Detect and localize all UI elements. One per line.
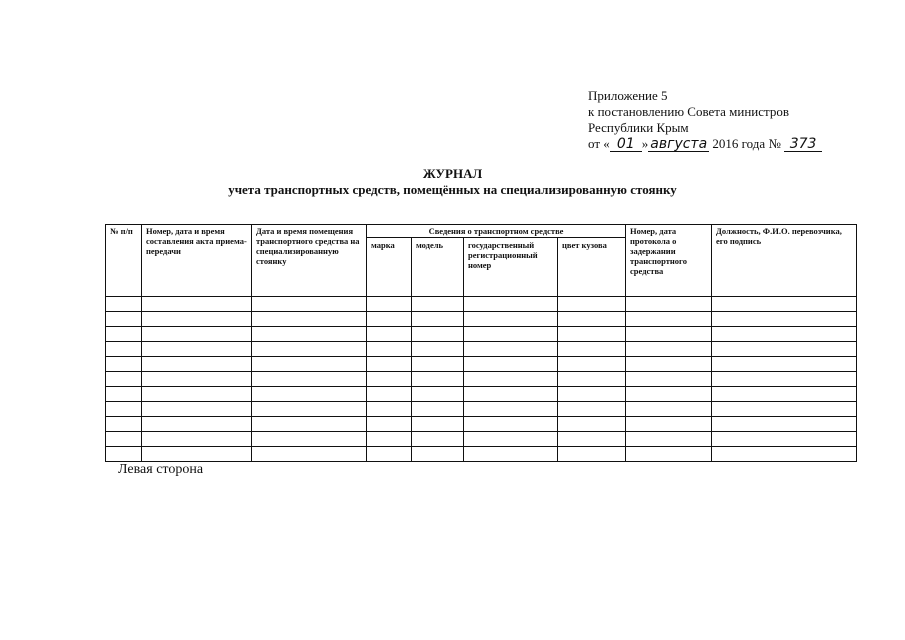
appendix-title: Приложение 5 [588,88,668,103]
table-cell [106,417,142,432]
table-cell [626,327,712,342]
table-row [106,327,857,342]
table-cell [367,312,412,327]
table-cell [106,357,142,372]
table-cell [558,387,626,402]
page-subtitle: учета транспортных средств, помещённых на специализированную стоянку [228,182,677,197]
table-cell [712,357,857,372]
table-cell [106,402,142,417]
table-cell [558,342,626,357]
table-cell [712,312,857,327]
table-cell [412,447,464,462]
table-cell [412,417,464,432]
table-cell [412,312,464,327]
table-cell [142,372,252,387]
table-cell [558,372,626,387]
table-cell [106,327,142,342]
header-carrier: Должность, Ф.И.О. перевозчика, его подпись [712,225,857,297]
table-cell [712,447,857,462]
table-cell [464,357,558,372]
table-cell [558,432,626,447]
header-color: цвет кузова [558,238,626,297]
table-cell [412,357,464,372]
table-cell [558,402,626,417]
table-cell [626,387,712,402]
table-cell [712,342,857,357]
table-cell [626,357,712,372]
table-cell [142,387,252,402]
table-cell [142,327,252,342]
table-row [106,402,857,417]
table-cell [626,447,712,462]
table-cell [367,327,412,342]
table-row [106,432,857,447]
table-cell [558,417,626,432]
table-cell [464,417,558,432]
handwritten-month: августа [650,136,708,152]
table-cell [558,357,626,372]
table-cell [142,342,252,357]
table-cell [252,342,367,357]
table-cell [252,372,367,387]
table-cell [464,402,558,417]
header-placed: Дата и время помещения транспортного средства на специализированную стоянку [252,225,367,297]
date-mid: » [641,136,649,151]
header-protocol: Номер, дата протокола о задержании транспортного средства [626,225,712,297]
journal-body [106,297,857,462]
table-cell [367,342,412,357]
table-row [106,387,857,402]
table-cell [367,402,412,417]
table-cell [142,432,252,447]
page-title: ЖУРНАЛ [422,166,483,181]
date-prefix: от « [588,136,610,151]
table-cell [558,327,626,342]
left-side-note: Левая сторона [118,462,204,477]
table-cell [367,432,412,447]
table-cell [558,312,626,327]
table-cell [252,327,367,342]
table-cell [142,297,252,312]
journal-table [105,224,857,462]
table-cell [106,372,142,387]
table-cell [252,387,367,402]
table-cell [712,402,857,417]
table-row [106,417,857,432]
table-cell [252,312,367,327]
table-row [106,312,857,327]
table-row [106,447,857,462]
table-cell [142,312,252,327]
table-cell [367,447,412,462]
header-num: № п/п [106,225,142,297]
appendix-resolution: к постановлению Совета министров [588,104,789,119]
handwritten-day: 01 [610,138,642,152]
table-cell [412,402,464,417]
table-cell [712,387,857,402]
header-vehicle-group: Сведения о транспортном средстве [367,225,626,238]
appendix-republic: Республики Крым [588,120,689,135]
table-cell [626,342,712,357]
table-cell [412,387,464,402]
header-model: модель [412,238,464,297]
appendix-date-line [588,136,822,152]
table-cell [412,432,464,447]
table-cell [712,432,857,447]
table-row [106,342,857,357]
table-cell [412,297,464,312]
handwritten-number: 373 [784,138,822,152]
table-cell [252,447,367,462]
table-cell [626,417,712,432]
table-cell [626,432,712,447]
table-cell [106,342,142,357]
table-cell [367,297,412,312]
table-cell [106,432,142,447]
table-cell [712,327,857,342]
table-cell [464,312,558,327]
table-cell [626,402,712,417]
table-cell [252,432,367,447]
appendix-block [588,88,822,152]
table-cell [367,357,412,372]
table-cell [106,387,142,402]
table-cell [464,327,558,342]
table-cell [558,297,626,312]
table-cell [142,417,252,432]
table-cell [464,342,558,357]
table-cell [252,402,367,417]
table-cell [412,327,464,342]
table-cell [712,417,857,432]
table-cell [412,372,464,387]
table-cell [712,297,857,312]
table-cell [106,312,142,327]
table-cell [367,417,412,432]
table-cell [626,297,712,312]
table-cell [464,447,558,462]
table-cell [464,372,558,387]
table-cell [252,297,367,312]
table-cell [464,297,558,312]
table-cell [106,447,142,462]
table-row [106,357,857,372]
date-year-text: 2016 года № [712,136,781,151]
header-act: Номер, дата и время составления акта приема-передачи [142,225,252,297]
table-cell [464,387,558,402]
header-brand: марка [367,238,412,297]
table-cell [367,372,412,387]
table-cell [106,297,142,312]
table-row [106,372,857,387]
table-cell [412,342,464,357]
table-cell [626,372,712,387]
table-cell [252,417,367,432]
table-cell [558,447,626,462]
table-cell [464,432,558,447]
table-cell [142,447,252,462]
table-cell [142,357,252,372]
table-cell [367,387,412,402]
table-cell [626,312,712,327]
table-row [106,297,857,312]
table-cell [712,372,857,387]
table-cell [142,402,252,417]
table-cell [252,357,367,372]
header-reg-number: государственный регистрационный номер [464,238,558,297]
